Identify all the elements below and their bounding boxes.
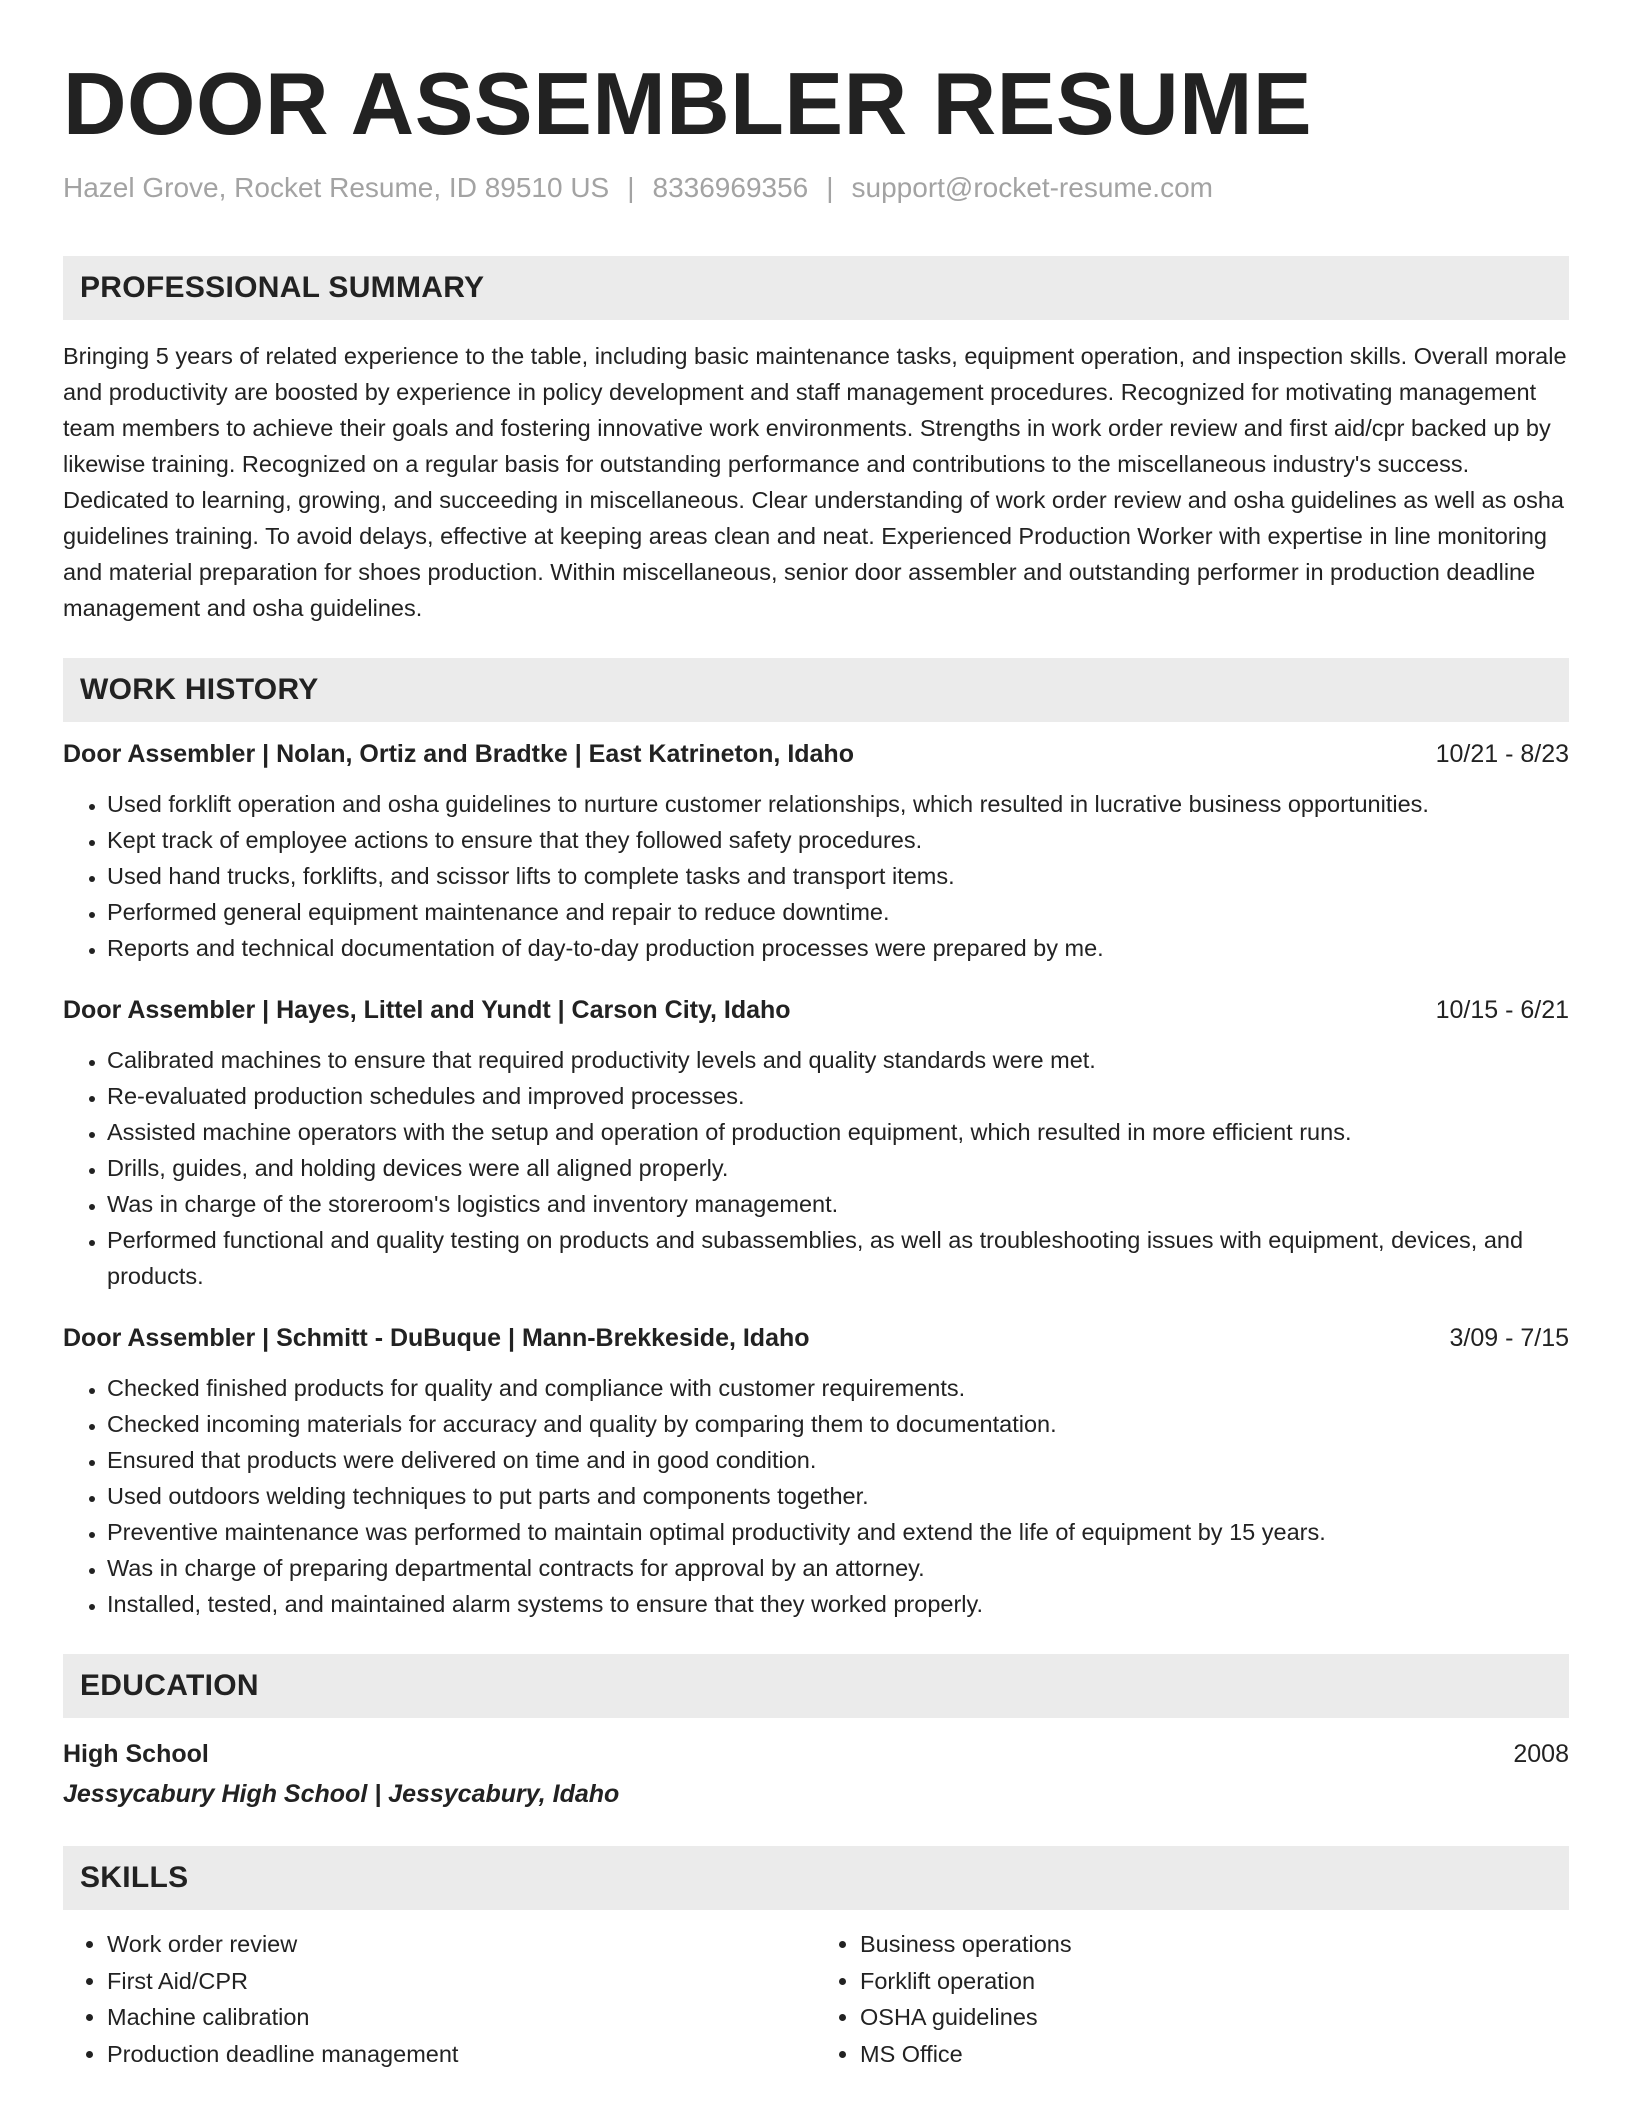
job-bullet: • Was in charge of the storeroom's logistics and inventory management. bbox=[107, 1186, 1569, 1222]
job-header bbox=[63, 736, 1569, 772]
skill-item: • Machine calibration bbox=[107, 1999, 816, 2036]
contact-separator: | bbox=[627, 172, 635, 203]
job-bullet: • Used outdoors welding techniques to put parts and components together. bbox=[107, 1478, 1569, 1514]
skills-grid bbox=[63, 1926, 1569, 2072]
job-header bbox=[63, 1320, 1569, 1356]
job-bullet: • Drills, guides, and holding devices were all aligned properly. bbox=[107, 1150, 1569, 1186]
skills-list bbox=[63, 1926, 816, 2072]
job-bullet: • Assisted machine operators with the setup and operation of production equipment, which resulted in more efficient runs. bbox=[107, 1114, 1569, 1150]
job-bullet: • Ensured that products were delivered on time and in good condition. bbox=[107, 1442, 1569, 1478]
skills-list bbox=[816, 1926, 1569, 2072]
job-dates: 10/21 - 8/23 bbox=[1435, 740, 1569, 768]
job-bullet: • Re-evaluated production schedules and improved processes. bbox=[107, 1078, 1569, 1114]
contact-phone: 8336969356 bbox=[652, 172, 809, 203]
section-heading-work-history: WORK HISTORY bbox=[63, 658, 1569, 722]
skill-item: • Forklift operation bbox=[860, 1963, 1569, 2000]
work-history-section bbox=[63, 658, 1569, 1622]
contact-address: Hazel Grove, Rocket Resume, ID 89510 US bbox=[63, 172, 610, 203]
job-dates: 10/15 - 6/21 bbox=[1435, 996, 1569, 1024]
job-bullet-list bbox=[63, 1370, 1569, 1622]
skill-item: • Work order review bbox=[107, 1926, 816, 1963]
job-bullet: • Checked finished products for quality and compliance with customer requirements. bbox=[107, 1370, 1569, 1406]
contact-separator: | bbox=[826, 172, 834, 203]
section-heading-education: EDUCATION bbox=[63, 1654, 1569, 1718]
job-bullet: • Performed functional and quality testing on products and subassemblies, as well as troubleshooting issues with equipment, devices, and products. bbox=[107, 1222, 1569, 1294]
job-bullet: • Preventive maintenance was performed to maintain optimal productivity and extend the life of equipment by 15 years. bbox=[107, 1514, 1569, 1550]
summary-paragraph: Bringing 5 years of related experience to the table, including basic maintenance tasks, equipment operation, and inspection skills. Overall morale and productivity are boosted by experience in policy development and staff management procedures. Recognized for motivating management team members to achieve their goals and fostering innovative work environments. Strengths in work order review and first aid/cpr backed up by likewise training. Recognized on a regular basis for outstanding performance and contributions to the miscellaneous industry's success. Dedicated to learning, growing, and succeeding in miscellaneous. Clear understanding of work order review and osha guidelines as well as osha guidelines training. To avoid delays, effective at keeping areas clean and neat. Experienced Production Worker with expertise in line monitoring and material preparation for shoes production. Within miscellaneous, senior door assembler and outstanding performer in production deadline management and osha guidelines. bbox=[63, 343, 1567, 621]
job-bullet: • Performed general equipment maintenance and repair to reduce downtime. bbox=[107, 894, 1569, 930]
job-title: Door Assembler | Hayes, Littel and Yundt | Carson City, Idaho bbox=[63, 996, 791, 1024]
skills-column-right bbox=[816, 1926, 1569, 2072]
section-heading-summary: PROFESSIONAL SUMMARY bbox=[63, 256, 1569, 320]
job-bullet-list bbox=[63, 1042, 1569, 1294]
job-header bbox=[63, 992, 1569, 1028]
job-dates: 3/09 - 7/15 bbox=[1449, 1324, 1569, 1352]
job-bullet: • Was in charge of preparing departmental contracts for approval by an attorney. bbox=[107, 1550, 1569, 1586]
education-degree: High School bbox=[63, 1740, 209, 1768]
job-title: Door Assembler | Nolan, Ortiz and Bradtke | East Katrineton, Idaho bbox=[63, 740, 854, 768]
education-header bbox=[63, 1736, 1569, 1772]
job-bullet: • Calibrated machines to ensure that required productivity levels and quality standards were met. bbox=[107, 1042, 1569, 1078]
job-bullet-list bbox=[63, 786, 1569, 966]
job-bullet: • Reports and technical documentation of day-to-day production processes were prepared by me. bbox=[107, 930, 1569, 966]
job-bullet: • Used hand trucks, forklifts, and scissor lifts to complete tasks and transport items. bbox=[107, 858, 1569, 894]
job-bullet: • Installed, tested, and maintained alarm systems to ensure that they worked properly. bbox=[107, 1586, 1569, 1622]
skill-item: • Production deadline management bbox=[107, 2036, 816, 2073]
contact-email: support@rocket-resume.com bbox=[851, 172, 1213, 203]
education-school: Jessycabury High School | Jessycabury, Idaho bbox=[63, 1780, 620, 1808]
section-heading-skills: SKILLS bbox=[63, 1846, 1569, 1910]
professional-summary-section bbox=[63, 256, 1569, 626]
contact-line bbox=[63, 168, 1569, 208]
job-bullet: • Checked incoming materials for accuracy and quality by comparing them to documentation. bbox=[107, 1406, 1569, 1442]
job-bullet: • Used forklift operation and osha guidelines to nurture customer relationships, which resulted in lucrative business opportunities. bbox=[107, 786, 1569, 822]
skill-item: • MS Office bbox=[860, 2036, 1569, 2073]
education-year: 2008 bbox=[1513, 1740, 1569, 1768]
skills-section bbox=[63, 1846, 1569, 2072]
skills-column-left bbox=[63, 1926, 816, 2072]
skill-item: • First Aid/CPR bbox=[107, 1963, 816, 2000]
skill-item: • OSHA guidelines bbox=[860, 1999, 1569, 2036]
skill-item: • Business operations bbox=[860, 1926, 1569, 1963]
job-bullet: • Kept track of employee actions to ensure that they followed safety procedures. bbox=[107, 822, 1569, 858]
education-section bbox=[63, 1654, 1569, 1812]
resume-title: DOOR ASSEMBLER RESUME bbox=[63, 54, 1313, 153]
job-title: Door Assembler | Schmitt - DuBuque | Mann-Brekkeside, Idaho bbox=[63, 1324, 810, 1352]
